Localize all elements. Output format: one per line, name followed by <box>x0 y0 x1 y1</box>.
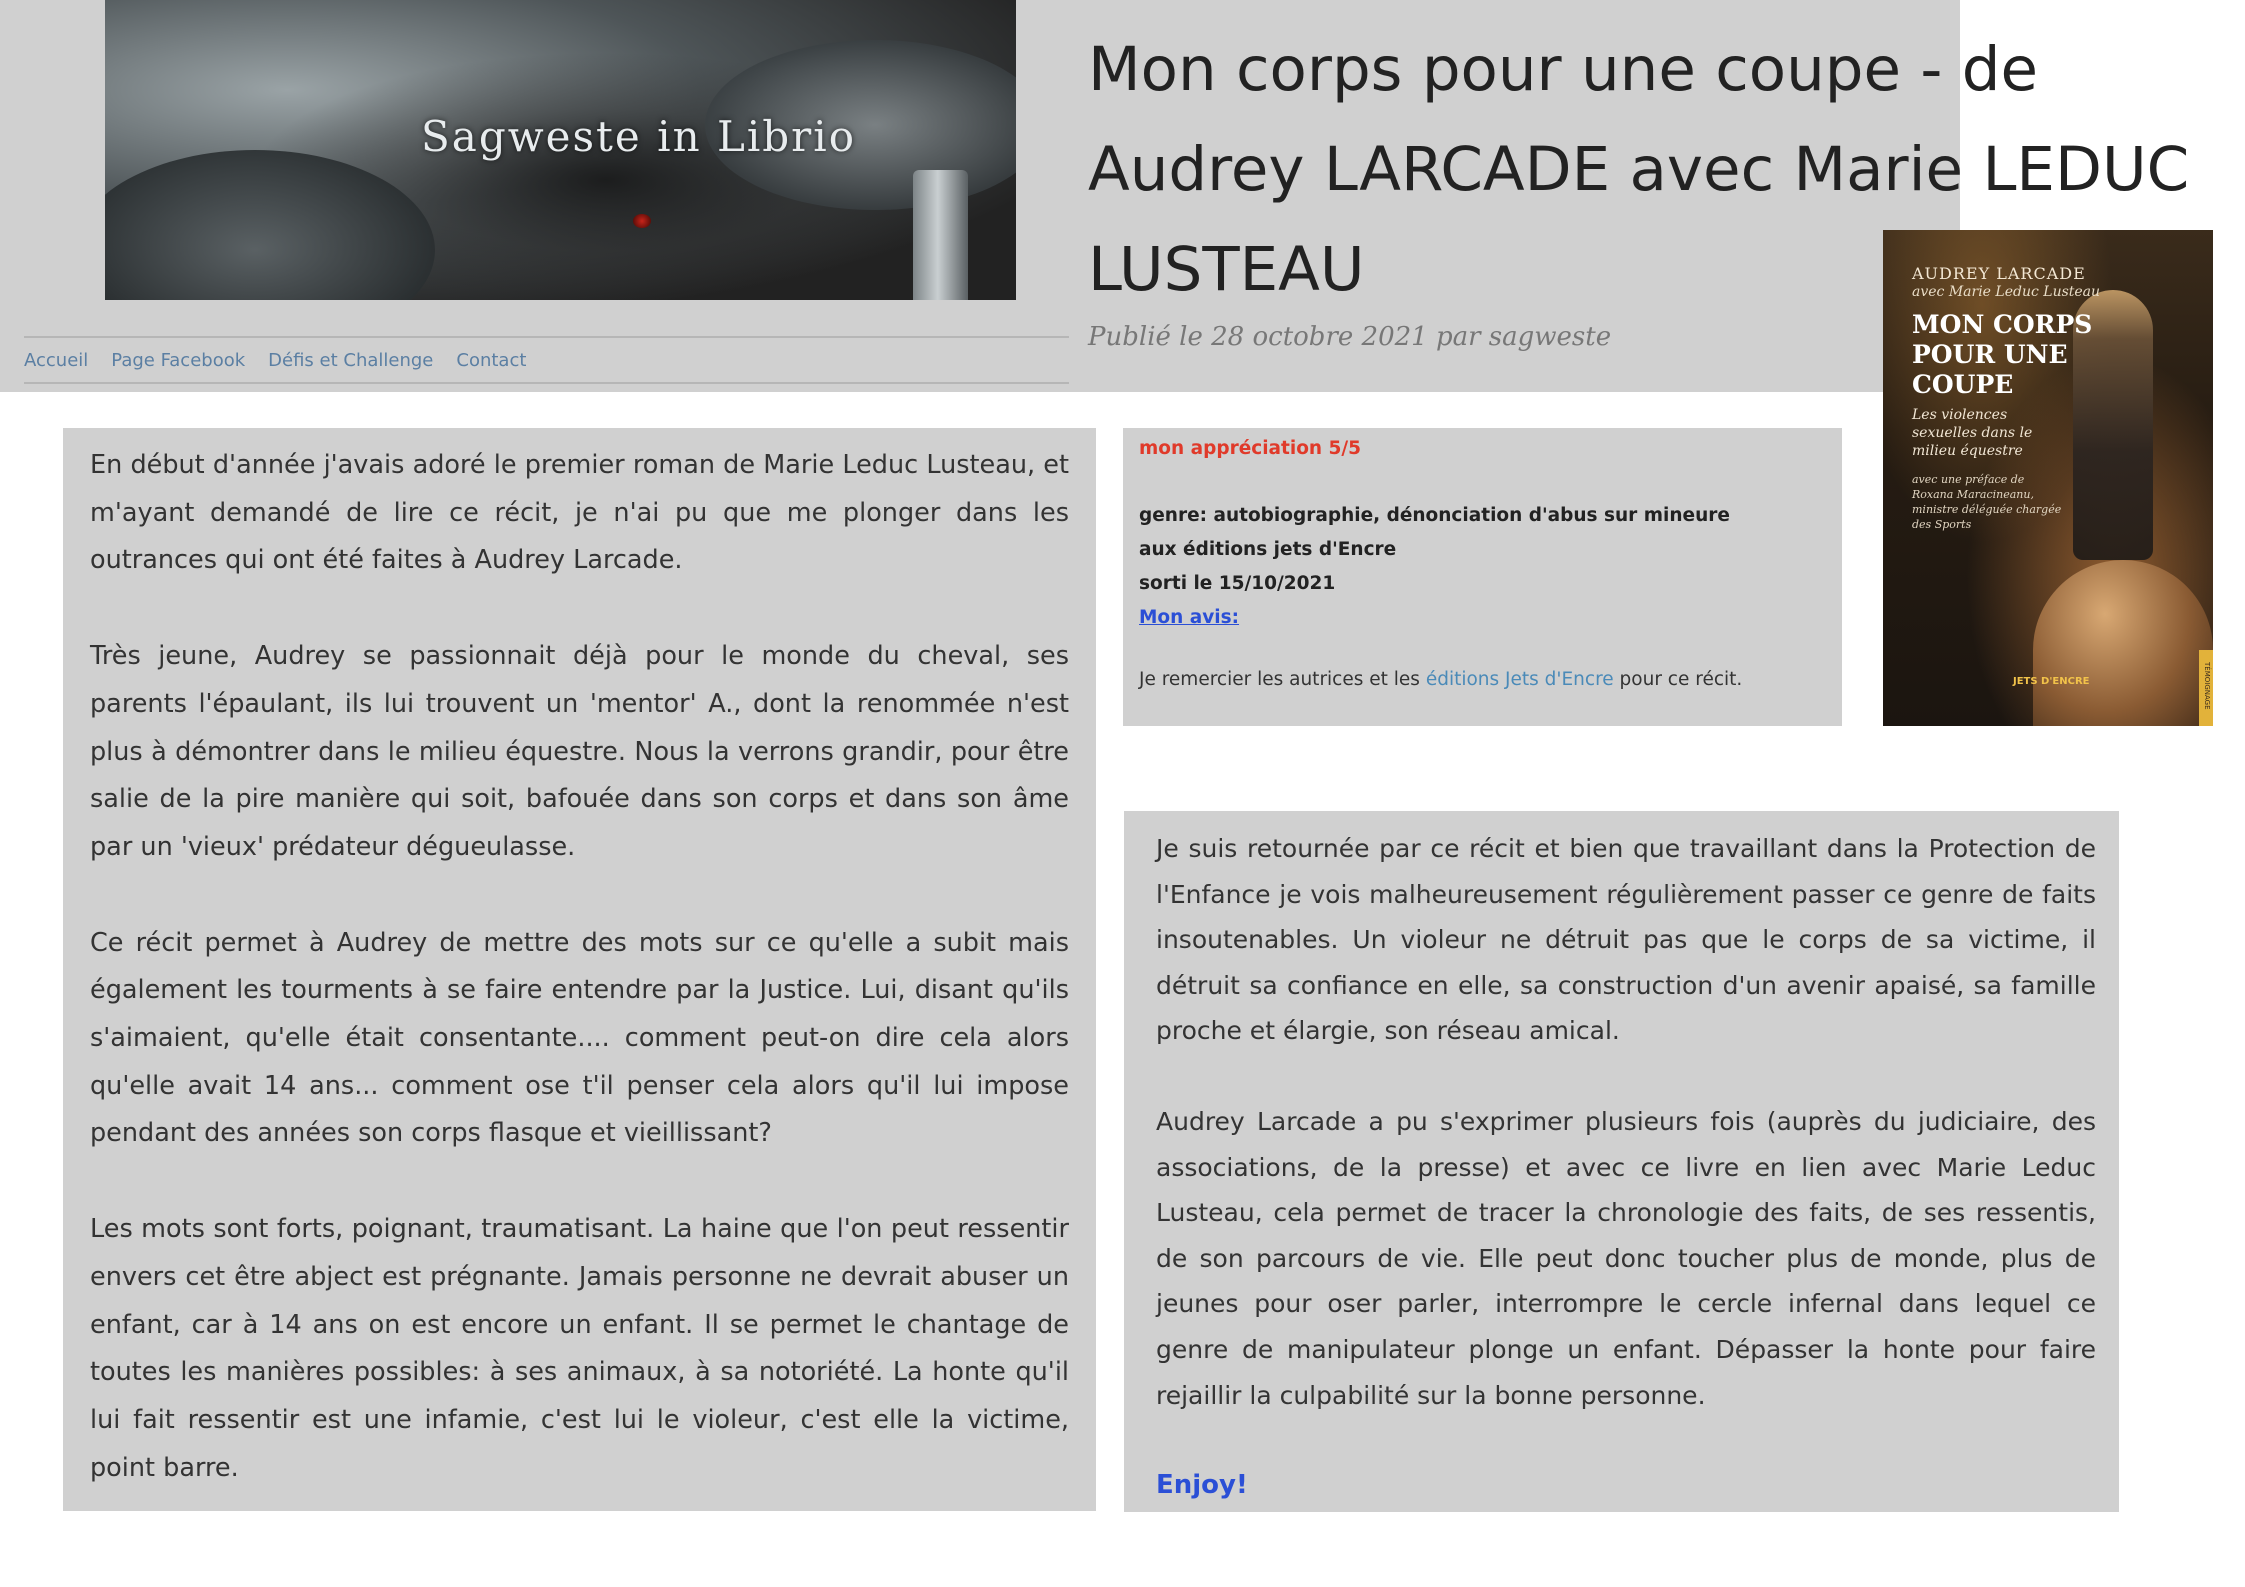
nav-item-defis-challenge[interactable]: Défis et Challenge <box>268 349 434 371</box>
nav-item-page-facebook[interactable]: Page Facebook <box>111 349 246 371</box>
genre-text: genre: autobiographie, dénonciation d'abus sur mineure <box>1139 505 1730 526</box>
nav-item-contact[interactable]: Contact <box>456 349 527 371</box>
main-nav <box>24 336 1069 384</box>
book-info-box <box>1123 428 1842 726</box>
mon-avis-link[interactable]: Mon avis: <box>1139 607 1240 628</box>
review-left-column <box>63 428 1096 1511</box>
cover-subtitle: Les violences sexuelles dans le milieu équestre <box>1912 407 2033 459</box>
review-paragraph: Ce récit permet à Audrey de mettre des mots sur ce qu'elle a subit mais également les tourments à se faire entendre par la Justice. Lui, disant qu'ils s'aimaient, qu'elle était consentante.... comment peut-on dire cela alors qu'elle avait 14 ans... comment ose t'il penser cela alors qu'il lui impose pendant des années son corps flasque et vieillissant? <box>90 927 1069 1149</box>
rating-text: mon appréciation 5/5 <box>1139 438 1362 459</box>
enjoy-text: Enjoy! <box>1156 1470 1248 1501</box>
cover-side-label: TÉMOIGNAGE <box>2203 662 2211 710</box>
site-banner-title: Sagweste in Librio <box>421 112 856 161</box>
banner-column-shape <box>913 170 968 300</box>
post-meta: Publié le 28 octobre 2021 par sagweste <box>1088 322 1612 352</box>
cover-publisher-logo: JETS D'ENCRE <box>2013 676 2090 687</box>
thanks-text <box>1139 669 1826 690</box>
cover-title: MON CORPS POUR UNE COUPE <box>1912 310 2093 399</box>
release-date-text: sorti le 15/10/2021 <box>1139 573 1336 594</box>
thanks-text-end: pour ce récit. <box>1613 669 1743 690</box>
review-paragraph: Les mots sont forts, poignant, traumatisant. La haine que l'on peut ressentir envers cet être abject est prégnante. Jamais personne ne devrait abuser un enfant, car à 14 ans on est encore un enfant. Il se permet le chantage de toutes les manières possibles: à ses animaux, à sa notoriété. La honte qu'il lui fait ressentir est une infamie, c'est lui le violeur, c'est elle la victime, point barre. <box>90 1214 1069 1483</box>
cover-horse-shape <box>2033 560 2213 726</box>
cover-preface: avec une préface de Roxana Maracineanu, ministre déléguée chargée des Sports <box>1912 473 2062 531</box>
post-title: Mon corps pour une coupe - de Audrey LARCADE avec Marie LEDUC LUSTEAU <box>1088 34 2190 305</box>
book-cover-image <box>1883 230 2213 726</box>
review-paragraph: Audrey Larcade a pu s'exprimer plusieurs fois (auprès du judiciaire, des associations, de la presse) et avec ce livre en lien avec Marie Leduc Lusteau, cela permet de tracer la chronologie des faits, de ses ressentis, de son parcours de vie. Elle peut donc toucher plus de monde, plus de jeunes pour oser parler, interrompre le cercle infernal dans lequel ce genre de manipulateur plonge un enfant. Dépasser la honte pour faire rejaillir la culpabilité sur la bonne personne. <box>1156 1106 2096 1410</box>
review-right-column <box>1124 811 2119 1512</box>
site-banner[interactable] <box>105 0 1016 300</box>
banner-rock-shape <box>105 150 435 300</box>
cover-coauthor: avec Marie Leduc Lusteau <box>1912 284 2101 300</box>
review-paragraph: Je suis retournée par ce récit et bien que travaillant dans la Protection de l'Enfance je vois malheureusement régulièrement passer ce genre de faits insoutenables. Un violeur ne détruit pas que le corps de sa victime, il détruit sa confiance en elle, sa construction d'un avenir apaisé, sa famille proche et élargie, son réseau amical. <box>1156 834 2096 1046</box>
review-paragraph: Très jeune, Audrey se passionnait déjà pour le monde du cheval, ses parents l'épaulant, ils lui trouvent un 'mentor' A., dont la renommée n'est plus à démontrer dans le milieu équestre. Nous la verrons grandir, pour être salie de la pire manière qui soit, bafouée dans son corps et dans son âme par un 'vieux' prédateur dégueulasse. <box>90 641 1069 862</box>
cover-author: AUDREY LARCADE <box>1912 264 2086 283</box>
review-paragraph: En début d'année j'avais adoré le premier roman de Marie Leduc Lusteau, et m'ayant demandé de lire ce récit, je n'ai pu que me plonger dans les outrances qui ont été faites à Audrey Larcade. <box>90 450 1069 576</box>
publisher-link[interactable]: éditions Jets d'Encre <box>1425 669 1614 690</box>
nav-item-accueil[interactable]: Accueil <box>24 349 89 371</box>
banner-eye-shape <box>633 214 651 228</box>
thanks-text-start: Je remercier les autrices et les <box>1139 669 1426 690</box>
publisher-text: aux éditions jets d'Encre <box>1139 539 1397 560</box>
